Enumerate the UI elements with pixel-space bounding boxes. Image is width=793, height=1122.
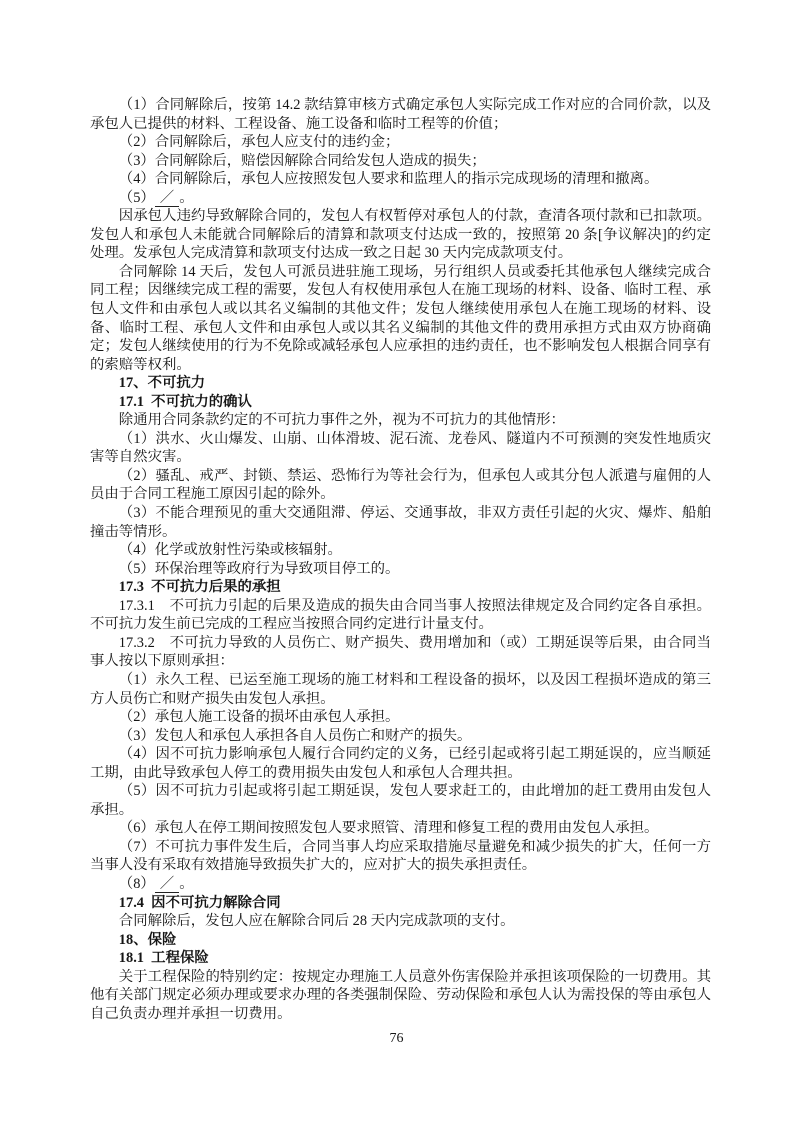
section-heading (90, 949, 711, 968)
section-heading (90, 578, 711, 597)
text-run: （2）合同解除后，承包人应支付的违约金； (118, 134, 400, 151)
section-heading (90, 393, 711, 412)
text-run: 17.3.1 不可抗力引起的后果及造成的损失由合同当事人按照法律规定及合同约定各自承担。不可抗力发生前已完成的工程应当按照合同约定进行计量支付。 (90, 597, 711, 633)
paragraph (90, 745, 711, 782)
paragraph (90, 782, 711, 819)
text-run: （1）洪水、火山爆发、山崩、山体滑坡、泥石流、龙卷风、隧道内不可预测的突发性地质灾害等自然灾害。 (90, 430, 711, 466)
text-run: （4）合同解除后，承包人应按照发包人要求和监理人的指示完成现场的清理和撤离。 (118, 171, 659, 188)
text-run: 18.1 工程保险 (118, 950, 209, 967)
paragraph (90, 597, 711, 634)
paragraph (90, 541, 711, 560)
text-run: 17.3 不可抗力后果的承担 (118, 579, 281, 596)
text-run: （8） (118, 875, 155, 892)
text-run: （5）因不可抗力引起或将引起工期延误，发包人要求赶工的，由此增加的赶工费用由发包人承担。 (90, 783, 711, 818)
blank-slash-field: ／ (155, 191, 179, 207)
text-run: 关于工程保险的特别约定：按规定办理施工人员意外伤害保险并承担该项保险的一切费用。其他有关部门规定必须办理或要求办理的各类强制保险、劳动保险和承包人认为需投保的等由承包人自己负责办理并承担一切费用。 (90, 968, 711, 1022)
paragraph (90, 671, 711, 708)
text-run: 18、保险 (118, 931, 177, 948)
text-run: 17、不可抗力 (118, 375, 206, 392)
paragraph (90, 411, 711, 430)
blank-slash-field: ／ (155, 877, 179, 893)
paragraph (90, 189, 711, 208)
paragraph (90, 838, 711, 875)
section-heading (90, 894, 711, 913)
paragraph (90, 912, 711, 931)
text-run: （2）承包人施工设备的损坏由承包人承担。 (118, 709, 400, 726)
text-run: （3）合同解除后，赔偿因解除合同给发包人造成的损失； (118, 152, 486, 169)
paragraph (90, 430, 711, 467)
text-run: （4）因不可抗力影响承包人履行合同约定的义务，已经引起或将引起工期延误的，应当顺延工期，由此导致承包人停工的费用损失由发包人和承包人合理共担。 (90, 746, 711, 781)
text-run: （4）化学或放射性污染或核辐射。 (118, 542, 342, 559)
section-heading (90, 931, 711, 950)
text-run: （1）永久工程、已运至施工现场的施工材料和工程设备的损坏，以及因工程损坏造成的第三方人员伤亡和财产损失由发包人承担。 (90, 671, 711, 707)
text-run: 。 (179, 189, 194, 206)
text-run: 合同解除 14 天后，发包人可派员进驻施工现场，另行组织人员或委托其他承包人继续完成合同工程；因继续完成工程的需要，发包人有权使用承包人在施工现场的材料、设备、临时工程、承包人文件和由承包人或以其名义编制的其他文件；发包人继续使用承包人在施工现场的材料、设备、临时工程、承包人文件和由承包人或以其名义编制的其他文件的费用承担方式由双方协商确定；发包人继续使用的行为不免除或减轻承包人应承担的违约责任，也不影响发包人根据合同享有的索赔等权利。 (90, 263, 711, 373)
text-run: （6）承包人在停工期间按照发包人要求照管、清理和修复工程的费用由发包人承担。 (118, 820, 659, 837)
text-run: （5）环保治理等政府行为导致项目停工的。 (118, 560, 400, 577)
paragraph (90, 170, 711, 189)
text-run: （5） (118, 189, 155, 206)
paragraph (90, 467, 711, 504)
text-run: （1）合同解除后，按第 14.2 款结算审核方式确定承包人实际完成工作对应的合同价款，以及承包人已提供的材料、工程设备、施工设备和临时工程等的价值； (90, 97, 711, 132)
text-run: 17.1 不可抗力的确认 (118, 393, 252, 410)
paragraph (90, 819, 711, 838)
paragraph (90, 708, 711, 727)
paragraph (90, 152, 711, 171)
paragraph (90, 207, 711, 263)
text-run: 因承包人违约导致解除合同的，发包人有权暂停对承包人的付款，查清各项付款和已扣款项。发包人和承包人未能就合同解除后的清算和款项支付达成一致的，按照第 20 条[争议解决]的约定处理。发承包人完成清算和款项支付达成一致之日起 30 天内完成款项支付。 (90, 208, 711, 262)
text-run: （3）不能合理预见的重大交通阻滞、停运、交通事故，非双方责任引起的火灾、爆炸、船舶撞击等情形。 (90, 505, 711, 540)
paragraph (90, 727, 711, 746)
contract-text-body (90, 96, 711, 1023)
paragraph (90, 875, 711, 894)
paragraph (90, 96, 711, 133)
text-run: （2）骚乱、戒严、封锁、禁运、恐怖行为等社会行为，但承包人或其分包人派遣与雇佣的人员由于合同工程施工原因引起的除外。 (90, 467, 711, 503)
page-footer (0, 1031, 793, 1047)
text-run: 。 (179, 875, 194, 892)
text-run: 17.3.2 不可抗力导致的人员伤亡、财产损失、费用增加和（或）工期延误等后果，由合同当事人按以下原则承担： (90, 634, 711, 670)
text-run: （3）发包人和承包人承担各自人员伤亡和财产的损失。 (118, 727, 472, 744)
text-run: 合同解除后，发包人应在解除合同后 28 天内完成款项的支付。 (118, 913, 515, 930)
page-number: 76 (389, 1031, 404, 1046)
paragraph (90, 968, 711, 1024)
paragraph (90, 133, 711, 152)
paragraph (90, 634, 711, 671)
paragraph (90, 263, 711, 374)
paragraph (90, 504, 711, 541)
text-run: 17.4 因不可抗力解除合同 (118, 894, 281, 911)
text-run: （7）不可抗力事件发生后，合同当事人均应采取措施尽量避免和减少损失的扩大，任何一方当事人没有采取有效措施导致损失扩大的，应对扩大的损失承担责任。 (90, 838, 711, 874)
section-heading (90, 374, 711, 393)
text-run: 除通用合同条款约定的不可抗力事件之外，视为不可抗力的其他情形： (118, 412, 565, 429)
paragraph (90, 560, 711, 579)
